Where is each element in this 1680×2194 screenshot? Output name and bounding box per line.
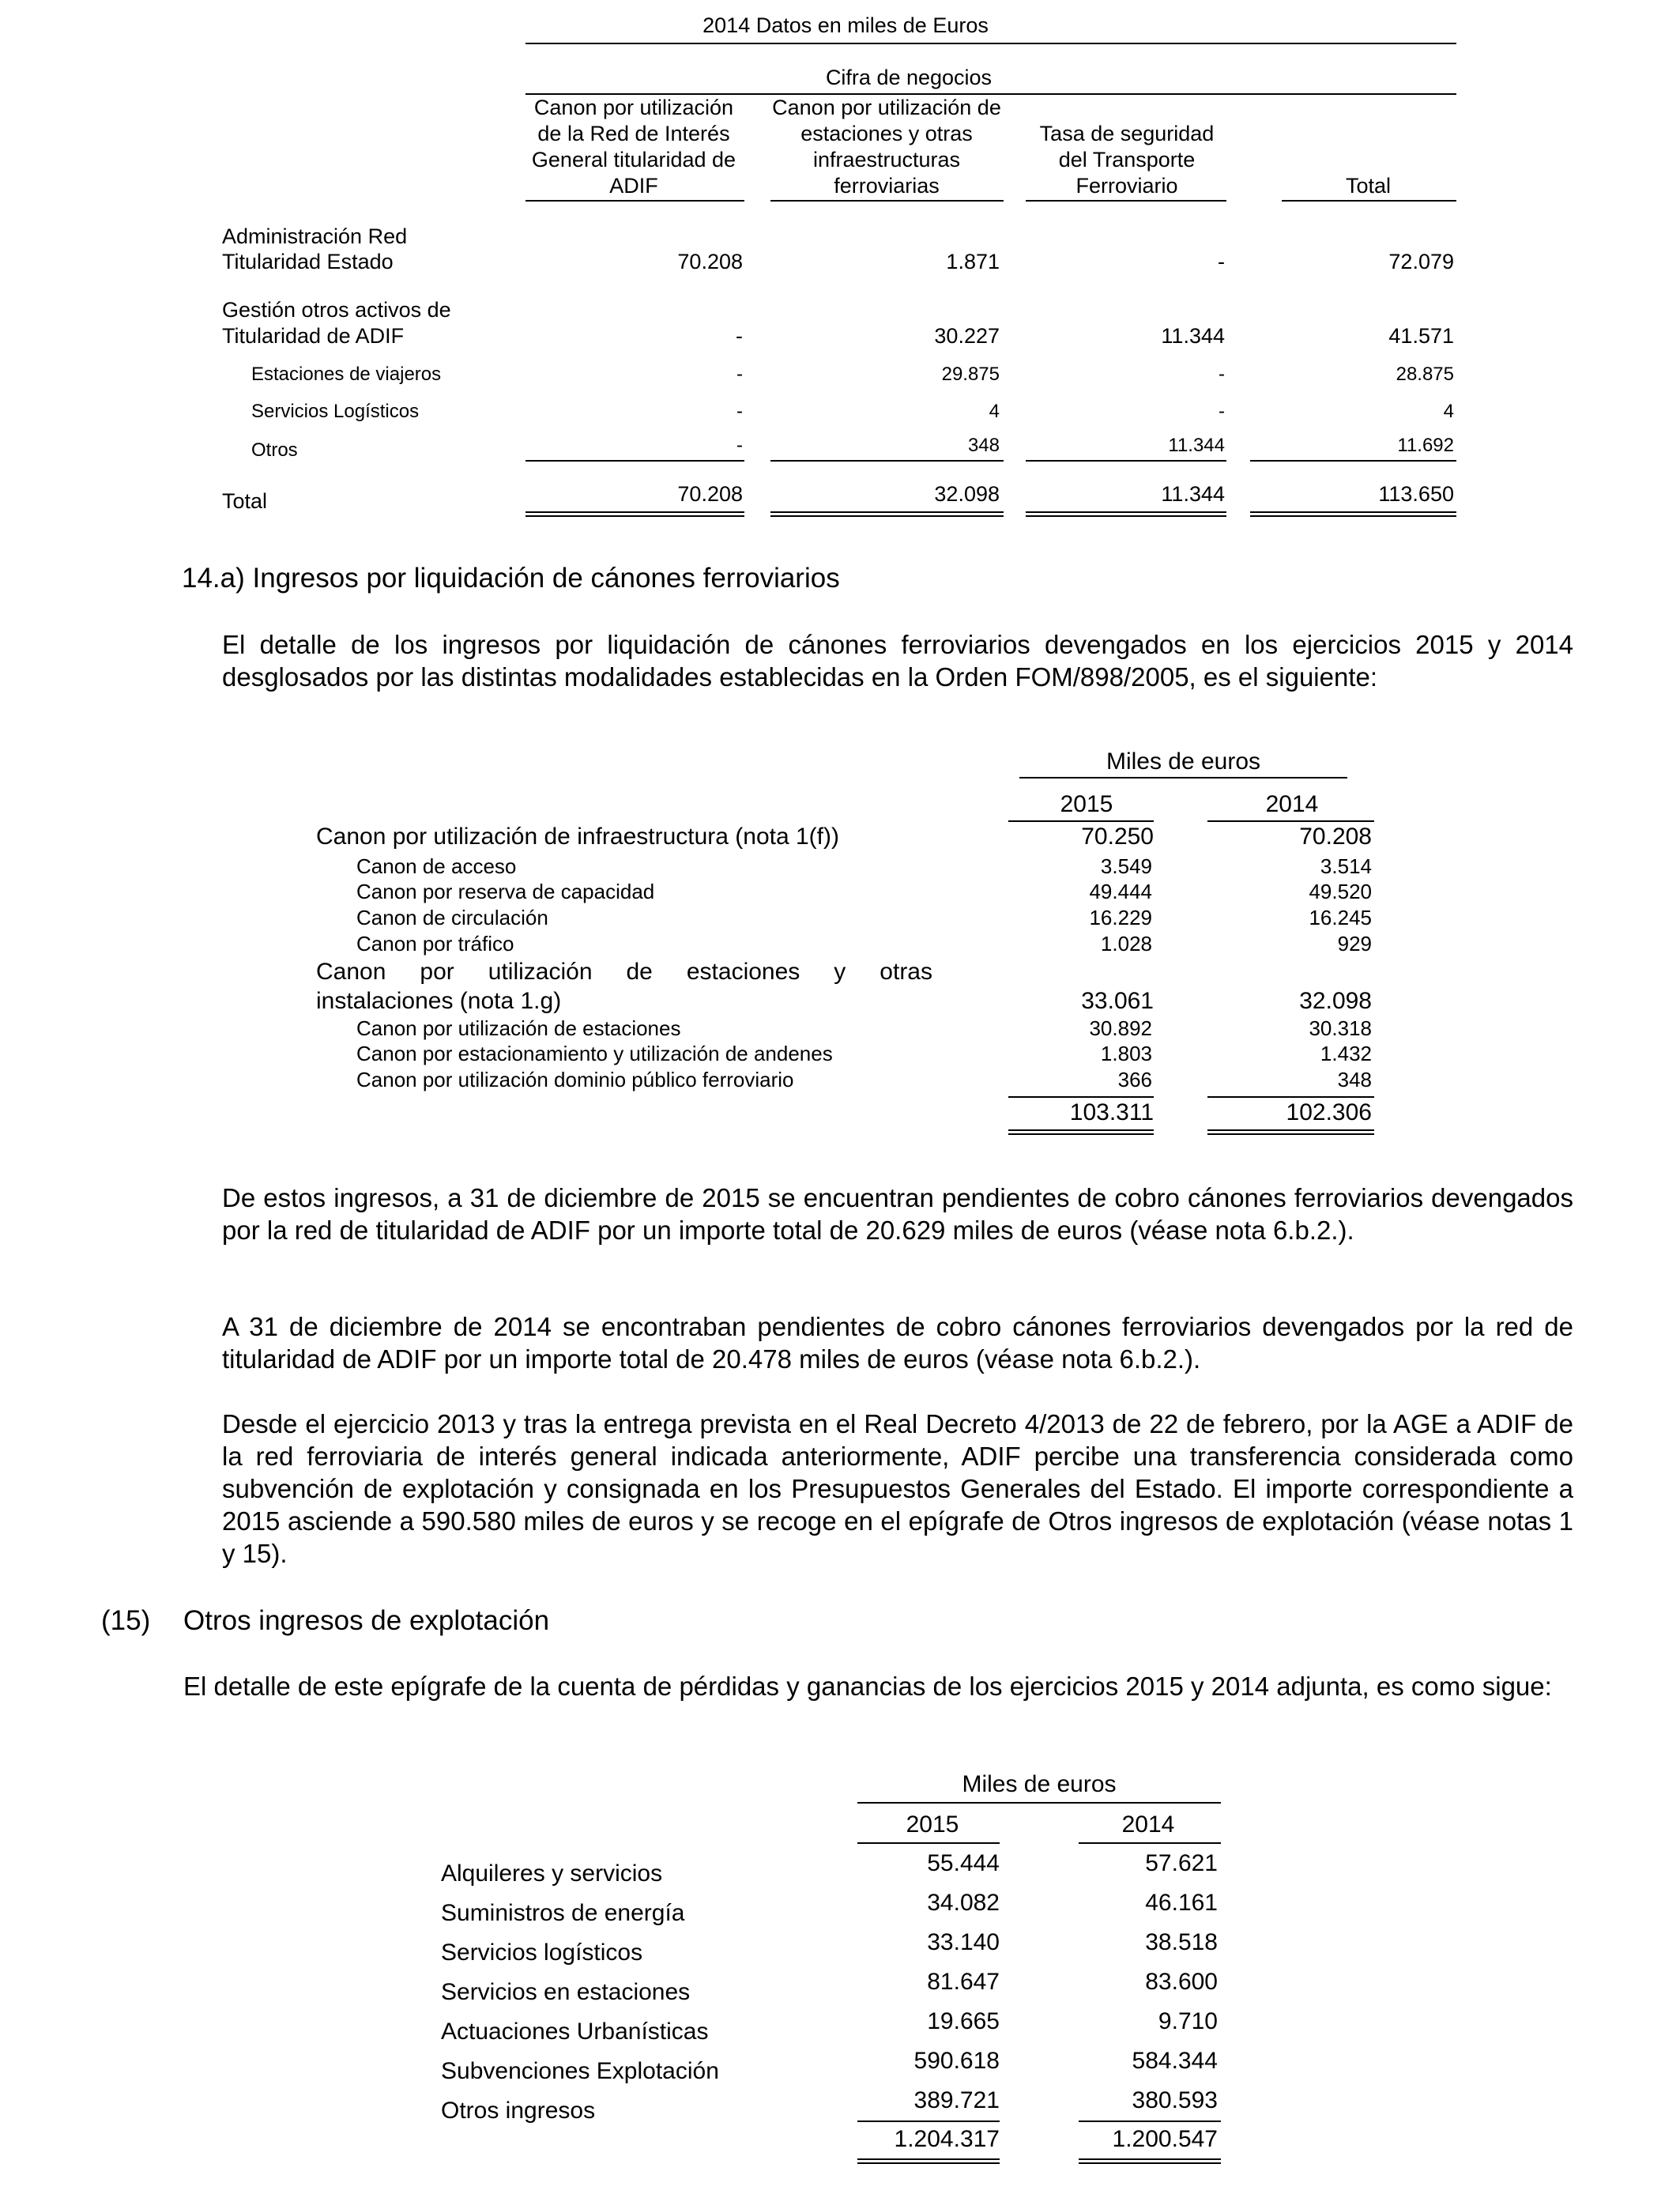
row-label: Canon por utilización dominio público ferroviario <box>356 1068 794 1091</box>
cell: 4 <box>989 401 1000 422</box>
cell: 55.444 <box>927 1850 1000 1876</box>
row-label: Canon por estacionamiento y utilización de andenes <box>356 1042 833 1065</box>
cell: - <box>736 401 743 422</box>
cell: 41.571 <box>1388 324 1454 348</box>
cell: 46.161 <box>1145 1890 1218 1916</box>
cell: 929 <box>1337 932 1372 956</box>
section-heading: 14.a) Ingresos por liquidación de cánones ferroviarios <box>182 563 840 594</box>
row-label: instalaciones (nota 1.g) <box>316 988 562 1014</box>
row-label: Servicios logísticos <box>441 1940 643 1966</box>
year-header: 2015 <box>906 1811 959 1838</box>
cell: 83.600 <box>1145 1969 1218 1995</box>
divider <box>525 43 1456 44</box>
row-label: Estaciones de viajeros <box>251 364 442 385</box>
cell: 33.140 <box>927 1929 1000 1955</box>
row-label: Canon por utilización de infraestructura (nota 1(f)) <box>316 824 839 850</box>
cell: 28.875 <box>1396 364 1454 385</box>
cell: 366 <box>1117 1068 1152 1091</box>
row-label: Otros <box>251 439 298 461</box>
cell: 584.344 <box>1132 2048 1218 2074</box>
cell: 380.593 <box>1132 2087 1218 2113</box>
section-number: (15) <box>101 1605 151 1636</box>
cell: 70.250 <box>1081 824 1154 850</box>
cell: 34.082 <box>927 1890 1000 1916</box>
cell: 30.318 <box>1309 1016 1372 1040</box>
row-label: Titularidad de ADIF <box>222 324 405 348</box>
cell: 3.514 <box>1320 854 1372 878</box>
row-label: Alquileres y servicios <box>441 1860 663 1887</box>
cell: 29.875 <box>941 364 1000 385</box>
year-header: 2014 <box>1121 1811 1175 1838</box>
cell: 590.618 <box>913 2048 1000 2074</box>
row-label: Canon por utilización de estaciones <box>356 1016 681 1040</box>
cell: 348 <box>1337 1068 1372 1091</box>
cell: 11.692 <box>1397 435 1454 456</box>
divider <box>1008 820 1154 822</box>
double-underline <box>770 511 1004 517</box>
row-label: Titularidad Estado <box>222 250 394 273</box>
row-label: Gestión otros activos de <box>222 298 451 322</box>
divider <box>1207 820 1374 822</box>
paragraph: A 31 de diciembre de 2014 se encontraban pendientes de cobro cánones ferroviarios devengados por la red de titularidad de ADIF por un importe total de 20.478 miles de euros (véase nota 6.b.2.). <box>222 1312 1573 1374</box>
table1-col-header: Canon por utilización de estaciones y otras infraestructuras ferroviarias <box>772 96 1001 198</box>
cell: - <box>1219 364 1225 385</box>
cell: 1.028 <box>1100 932 1152 956</box>
year-header: 2015 <box>1060 791 1113 817</box>
divider <box>1019 777 1347 778</box>
cell: 4 <box>1443 401 1454 422</box>
double-underline <box>857 2158 1000 2164</box>
cell: 348 <box>967 435 1000 456</box>
cell: 49.520 <box>1309 880 1372 903</box>
table1-col-header: Total <box>1345 174 1392 198</box>
table1-col-header: Tasa de seguridad del Transporte Ferroviario <box>1039 122 1215 198</box>
cell: - <box>736 364 743 385</box>
row-label: Canon por utilización de estaciones y otras <box>316 959 932 985</box>
year-header: 2014 <box>1265 791 1319 817</box>
cell: - <box>1218 250 1225 273</box>
cell: 9.710 <box>1158 2008 1218 2034</box>
cell: 389.721 <box>913 2087 1000 2113</box>
double-underline <box>525 511 744 517</box>
row-label: Servicios Logísticos <box>251 401 420 422</box>
row-label: Otros ingresos <box>441 2098 596 2124</box>
divider <box>1207 1096 1374 1098</box>
cell: 16.229 <box>1089 906 1152 929</box>
cell: 38.518 <box>1145 1929 1218 1955</box>
cell: 70.208 <box>677 250 743 273</box>
double-underline <box>1079 2158 1221 2164</box>
table1-col-header: Canon por utilización de la Red de Interés General titularidad de ADIF <box>531 96 736 198</box>
cell: 102.306 <box>1286 1099 1372 1125</box>
cell: 32.098 <box>1299 988 1372 1014</box>
cell: 49.444 <box>1089 880 1152 903</box>
cell: 3.549 <box>1100 854 1152 878</box>
divider <box>1250 460 1456 462</box>
paragraph: El detalle de este epígrafe de la cuenta de pérdidas y ganancias de los ejercicios 2015 y 2014 adjunta, es como sigue: <box>183 1672 1552 1701</box>
row-label: Canon de circulación <box>356 906 548 929</box>
cell: 113.650 <box>1378 482 1454 506</box>
divider <box>525 200 744 202</box>
cell: 103.311 <box>1069 1099 1154 1125</box>
table2-unit: Miles de euros <box>1106 748 1261 775</box>
divider <box>1079 2120 1221 2122</box>
cell: 70.208 <box>677 482 743 506</box>
cell: 1.432 <box>1320 1042 1372 1065</box>
paragraph: De estos ingresos, a 31 de diciembre de 2015 se encuentran pendientes de cobro cánones ferroviarios devengados por la red de titularidad de ADIF por un importe total de 20.629 miles de euros (véase nota 6.b.2.). <box>222 1183 1573 1245</box>
cell: 57.621 <box>1145 1850 1218 1876</box>
cell: - <box>1219 401 1225 422</box>
double-underline <box>1008 1129 1154 1135</box>
divider <box>1282 200 1456 202</box>
cell: 16.245 <box>1309 906 1372 929</box>
row-label: Administración Red <box>222 224 408 248</box>
divider <box>525 460 744 462</box>
row-label: Subvenciones Explotación <box>441 2058 719 2084</box>
divider <box>1079 1842 1221 1844</box>
double-underline <box>1250 511 1456 517</box>
row-label: Canon por reserva de capacidad <box>356 880 655 903</box>
cell: 1.204.317 <box>894 2126 1000 2152</box>
cell: 1.200.547 <box>1112 2126 1218 2152</box>
table3-unit: Miles de euros <box>962 1771 1117 1797</box>
cell: 81.647 <box>927 1969 1000 1995</box>
table1-title: 2014 Datos en miles de Euros <box>703 13 989 37</box>
cell: 11.344 <box>1161 482 1225 506</box>
divider <box>770 460 1004 462</box>
cell: 32.098 <box>934 482 1000 506</box>
divider <box>857 1842 1000 1844</box>
double-underline <box>1026 511 1226 517</box>
cell: 70.208 <box>1299 824 1372 850</box>
divider <box>1026 460 1226 462</box>
cell: 1.803 <box>1100 1042 1152 1065</box>
row-label: Servicios en estaciones <box>441 1979 691 2005</box>
cell: 30.892 <box>1089 1016 1152 1040</box>
cell: 30.227 <box>934 324 1000 348</box>
divider <box>1008 1096 1154 1098</box>
divider <box>770 200 1004 202</box>
divider <box>857 1802 1221 1804</box>
table1-group-header: Cifra de negocios <box>825 66 993 89</box>
double-underline <box>1207 1129 1374 1135</box>
cell: 11.344 <box>1168 435 1225 456</box>
divider <box>857 2120 1000 2122</box>
section-heading: Otros ingresos de explotación <box>183 1605 550 1636</box>
paragraph: Desde el ejercicio 2013 y tras la entrega prevista en el Real Decreto 4/2013 de 22 de febrero, por la AGE a ADIF de la red ferroviaria de interés general indicada anteriormente, ADIF percibe una transferencia considerada como subvención de explotación y consignada en los Presupuestos Generales del Estado. El importe correspondiente a 2015 asciende a 590.580 miles de euros y se recoge en el epígrafe de Otros ingresos de explotación (véase notas 1 y 15). <box>222 1409 1573 1568</box>
total-label: Total <box>222 489 268 513</box>
paragraph: El detalle de los ingresos por liquidación de cánones ferroviarios devengados en los ejercicios 2015 y 2014 desglosados por las distintas modalidades establecidas en la Orden FOM/898/2005, es el siguiente: <box>222 630 1573 692</box>
cell: 72.079 <box>1388 250 1454 273</box>
cell: - <box>736 435 743 456</box>
divider <box>1026 200 1226 202</box>
cell: - <box>736 324 743 348</box>
cell: 11.344 <box>1161 324 1225 348</box>
row-label: Canon de acceso <box>356 854 517 878</box>
cell: 19.665 <box>927 2008 1000 2034</box>
row-label: Actuaciones Urbanísticas <box>441 2019 709 2045</box>
cell: 1.871 <box>946 250 1000 273</box>
row-label: Canon por tráfico <box>356 932 514 956</box>
row-label: Suministros de energía <box>441 1900 685 1926</box>
cell: 33.061 <box>1081 988 1154 1014</box>
